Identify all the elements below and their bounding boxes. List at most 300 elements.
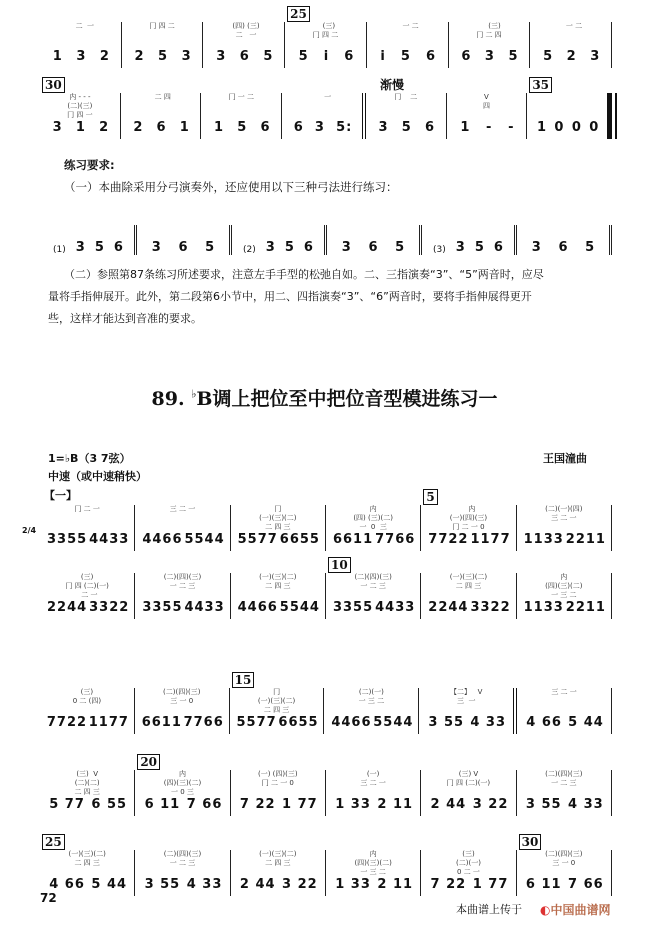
note: 2 (134, 49, 145, 64)
note: 7 66 (568, 877, 604, 892)
note: 2 44 (430, 797, 467, 812)
note: 6655 (278, 715, 319, 730)
measure-notes (523, 797, 607, 812)
note: 6611 (332, 532, 374, 547)
measure (201, 93, 282, 139)
measure (421, 850, 516, 896)
measure-notes (455, 49, 526, 64)
note: 6 (113, 240, 123, 255)
measure (40, 770, 135, 816)
fingering-annotation: (三) V (二)(二) 二 四 三 (74, 770, 100, 796)
measure (231, 850, 326, 896)
fingering-annotation: (二)(四)(三) 三 一 0 (163, 688, 201, 705)
note: i (380, 49, 386, 64)
rehearsal-mark: 30 (42, 77, 65, 93)
score-system (40, 673, 612, 734)
note: 3 (216, 49, 227, 64)
rehearsal-mark: 20 (137, 754, 160, 770)
fingering-annotation: 三 二 一 (551, 688, 577, 696)
fingering-annotation: V 四 (482, 93, 490, 110)
note: 2 (99, 120, 110, 135)
note: 5 (237, 120, 248, 135)
requirements-heading: 练习要求: (64, 158, 115, 172)
fingering-annotation: 内 (四)(三)(二) 一 三 二 (354, 850, 392, 876)
measure-notes (128, 49, 199, 64)
fingering-annotation: (二)(四)(三) 三 一 0 (545, 850, 583, 867)
note: 5 (508, 49, 519, 64)
measure-notes (46, 600, 130, 615)
requirement-2-line3: 些，这样才能达到音准的要求。 (48, 312, 202, 325)
measure (421, 490, 516, 551)
measure-notes (427, 877, 511, 892)
note: 5 44 (91, 877, 128, 892)
note: 5: (336, 120, 353, 135)
note: 7 66 (186, 797, 223, 812)
rehearsal-mark: 25 (287, 6, 310, 22)
bowing-label: (3) (433, 245, 446, 255)
note: 5544 (184, 532, 225, 547)
note: 5 (205, 240, 215, 255)
measure-notes (141, 797, 225, 812)
note: 5544 (373, 715, 414, 730)
note: 7 22 (430, 877, 467, 892)
measure-notes (453, 120, 523, 135)
upload-text: 本曲谱上传于 (456, 903, 522, 916)
measure-notes (288, 120, 358, 135)
note: 6 (293, 120, 304, 135)
note: 7766 (375, 532, 416, 547)
note: 7766 (183, 715, 224, 730)
note: 3 (75, 240, 85, 255)
score-system (40, 755, 612, 816)
note: 2211 (565, 532, 606, 547)
rehearsal-mark: 25 (42, 834, 65, 850)
measure (40, 688, 135, 734)
note: 5 (395, 240, 405, 255)
fingering-annotation: 内 - - - (二)(三) 冂 四 一 (67, 93, 93, 119)
fingering-annotation: 冂 (一)(三)(二) 二 四 三 (259, 505, 297, 531)
measure-notes (536, 49, 607, 64)
fingering-annotation: (一)(三)(二) 二 四 三 (68, 850, 106, 867)
note: 4466 (331, 715, 372, 730)
fingering-annotation: 冂 二 一 (74, 505, 100, 513)
measure-notes (427, 600, 511, 615)
note: 0 (589, 120, 600, 135)
fingering-annotation: 一 二 (395, 22, 419, 30)
fingering-annotation: 二 一 (66, 22, 95, 30)
measure-notes (237, 877, 321, 892)
bowing-example (422, 225, 517, 255)
note: 2211 (565, 600, 606, 615)
note: 3 (531, 240, 541, 255)
score-system (40, 78, 612, 139)
note: 4466 (237, 600, 278, 615)
piece-title (0, 384, 649, 411)
requirement-2-line1: （二）参照第87条练习所述要求，注意左手手型的松弛自如。二、三指演奏“3”、“5”两音时，应尽 (64, 268, 544, 281)
note: 4 66 (526, 715, 562, 730)
bowing-example (42, 225, 137, 255)
note: 3 (455, 240, 465, 255)
note: 6 (239, 49, 250, 64)
note: 3 (151, 240, 161, 255)
note: 6 55 (91, 797, 128, 812)
note: 5 77 (49, 797, 85, 812)
requirement-2-line2: 量将手指伸展开。此外，第二段第6小节中，用二、四指演奏“3”、“6”两音时，要将手指伸展得更开 (48, 290, 532, 303)
note: 1 33 (335, 797, 371, 812)
measure (231, 505, 326, 551)
bowing-label: (2) (243, 245, 256, 255)
note: 2 (99, 49, 110, 64)
note: 7722 (46, 715, 88, 730)
fingering-annotation: (一)(三)(二) 二 四 三 (449, 573, 488, 590)
key-signature: 1=♭B（3 7弦） (48, 452, 131, 465)
measure (40, 22, 122, 68)
note: 6 (156, 120, 167, 135)
measure-notes (427, 797, 511, 812)
measure (135, 573, 230, 619)
requirement-1: （一）本曲除采用分弓演奏外，还应使用以下三种弓法进行练习： (64, 180, 398, 194)
note: 5 (284, 240, 294, 255)
fingering-annotation: (三) V 冂 四 (二)(一) (446, 770, 491, 787)
note: 1 77 (282, 797, 318, 812)
note: 6 (461, 49, 472, 64)
fingering-annotation: 内 (四)(三)(二) 一 0 三 (163, 770, 202, 796)
fingering-annotation: (三) (二)(一) 0 二 一 (456, 850, 481, 876)
bowing-label: (1) (53, 245, 66, 255)
fingering-annotation: 内 (四) (三)(二) 一 0 三 (353, 505, 393, 531)
measure (527, 78, 612, 139)
measure (231, 573, 326, 619)
fingering-annotation: (一)(三)(二) 二 四 三 (259, 573, 297, 590)
measure (421, 573, 516, 619)
note: 1 (75, 120, 86, 135)
measure (366, 93, 447, 139)
note: 4 33 (186, 877, 223, 892)
measure (517, 573, 612, 619)
note: 3355 (332, 600, 374, 615)
measure (419, 688, 517, 734)
note: 6 11 (525, 877, 562, 892)
measure-notes (523, 532, 607, 547)
measure-notes (291, 49, 362, 64)
measure-notes (46, 49, 117, 64)
fingering-annotation: 内 (一)(四)(三) 冂 二 一 0 (449, 505, 488, 531)
note: 6 (558, 240, 568, 255)
measures-row (40, 673, 612, 734)
measure-notes (237, 532, 321, 547)
note: 3 (181, 49, 192, 64)
measure (135, 688, 230, 734)
measure-notes (141, 715, 225, 730)
note: 5 (400, 49, 411, 64)
measure (122, 22, 204, 68)
note: 3 55 (144, 877, 181, 892)
measure-notes (127, 120, 197, 135)
fingering-annotation: 冂 二 (394, 93, 418, 101)
bowing-example (517, 225, 612, 255)
measure (40, 573, 135, 619)
rehearsal-mark: 5 (423, 489, 437, 505)
measure-notes (372, 120, 442, 135)
note: 3 (314, 120, 325, 135)
measure-notes (332, 797, 416, 812)
rehearsal-mark: 15 (232, 672, 255, 688)
measure-notes (523, 715, 607, 730)
note: 4 33 (470, 715, 506, 730)
fingering-annotation: 三 二 一 (169, 505, 196, 513)
note: 1133 (523, 532, 564, 547)
note: 3355 (46, 532, 88, 547)
note: 1177 (88, 715, 129, 730)
measure-notes (373, 49, 444, 64)
note: 2244 (428, 600, 469, 615)
note: 6 (426, 49, 437, 64)
note: 4433 (184, 600, 225, 615)
note: 1 33 (335, 877, 371, 892)
note: 7 22 (239, 797, 276, 812)
measure (517, 688, 612, 734)
bowing-example (232, 225, 327, 255)
note: - (508, 120, 515, 135)
note: 6 (260, 120, 271, 135)
measures-row (40, 755, 612, 816)
note: 5 (585, 240, 595, 255)
measure-notes (46, 797, 130, 812)
note: 5544 (279, 600, 320, 615)
note: 1 (214, 120, 225, 135)
note: 5 (543, 49, 554, 64)
measure-notes (207, 120, 277, 135)
measure (517, 770, 612, 816)
fingering-annotation: 二 四 (150, 93, 171, 101)
measure-notes (209, 49, 280, 64)
note: 4433 (375, 600, 416, 615)
note: 6 (368, 240, 378, 255)
measure (135, 755, 230, 816)
fingering-annotation: 内 (四)(三)(二) 一 三 二 (545, 573, 583, 599)
measure (324, 688, 419, 734)
note: 2244 (46, 600, 88, 615)
measure (447, 93, 528, 139)
measure-notes (425, 715, 509, 730)
rehearsal-mark: 35 (529, 77, 552, 93)
note: 5 (263, 49, 274, 64)
logo-icon: ◐ (540, 903, 551, 917)
measure-notes (332, 877, 416, 892)
fingering-annotation: (一) 三 二 一 (360, 770, 386, 787)
measure-notes (427, 532, 511, 547)
measure (326, 505, 421, 551)
fingering-annotation: (二)(四)(三) 一 二 三 (354, 573, 392, 590)
note: 4 33 (568, 797, 604, 812)
score-system (40, 558, 612, 619)
measure-notes (46, 877, 130, 892)
note: 4466 (142, 532, 183, 547)
note: 6 (344, 49, 355, 64)
fingering-annotation: (二)(四)(三) 一 二 三 (163, 573, 202, 590)
measure (40, 78, 121, 139)
note: 0 (571, 120, 582, 135)
fingering-annotation: (三) 0 二 (四) (72, 688, 102, 705)
measure (367, 22, 449, 68)
note: 5 (94, 240, 104, 255)
measure (40, 505, 135, 551)
fingering-annotation: (一)(三)(二) 二 四 三 (259, 850, 297, 867)
note: 2 11 (377, 877, 414, 892)
measure-notes (523, 600, 607, 615)
fingering-annotation: (二)(四)(三) 一 二 三 (545, 770, 583, 787)
score-system (40, 835, 612, 896)
note: 4433 (89, 532, 130, 547)
measure (530, 22, 612, 68)
bowing-example (327, 225, 422, 255)
measures-row (40, 835, 612, 896)
note: 6 (493, 240, 503, 255)
measure-notes (141, 600, 225, 615)
note: 3 (76, 49, 87, 64)
note: 3 (484, 49, 495, 64)
note: 6 (303, 240, 313, 255)
measure (326, 850, 421, 896)
fingering-annotation: 冂 (一)(三)(二) 二 四 三 (257, 688, 296, 714)
measure-notes (237, 797, 321, 812)
rehearsal-mark: 10 (328, 557, 351, 573)
site-logo-text: 中国曲谱网 (550, 903, 611, 917)
fingering-annotation: 【二】 V 三 一 (449, 688, 483, 705)
section-1-label: 【一】 (44, 489, 77, 502)
measure-notes (141, 877, 225, 892)
note: 2 (133, 120, 144, 135)
fingering-annotation: (三) 冂 四 二 (312, 22, 339, 39)
fingering-annotation: (四) (三) 二 一 (232, 22, 260, 39)
note: 3 22 (472, 797, 509, 812)
note: 3 55 (428, 715, 465, 730)
note: 3 (265, 240, 275, 255)
fingering-annotation: (三) 冂 二 四 (476, 22, 502, 39)
measure-notes (533, 120, 603, 135)
note: 5 (401, 120, 412, 135)
note: 1 77 (472, 877, 509, 892)
note: 2 (566, 49, 577, 64)
score-system (40, 7, 612, 68)
measure (203, 22, 285, 68)
fingering-annotation: 一 二 (559, 22, 583, 30)
note: 5577 (236, 715, 277, 730)
note: 1 (537, 120, 548, 135)
measure (135, 505, 230, 551)
note: 3 (378, 120, 389, 135)
measure (135, 850, 230, 896)
measures-row (40, 558, 612, 619)
note: 7722 (428, 532, 469, 547)
fingering-annotation: (三) 冂 四 (二)(一) 二 一 (65, 573, 109, 599)
note: 0 (554, 120, 565, 135)
flat-sign: ♭ (191, 387, 197, 401)
bowing-examples (42, 225, 612, 255)
score-system (40, 490, 612, 551)
note: 6655 (279, 532, 320, 547)
note: 5577 (237, 532, 278, 547)
measure-notes (46, 715, 130, 730)
measure-notes (236, 715, 320, 730)
piece-title-text: B调上把位至中把位音型模进练习一 (196, 388, 498, 410)
measure-notes (523, 877, 607, 892)
note: 3 (52, 120, 63, 135)
fingering-annotation: (二)(一) 一 三 二 (358, 688, 385, 705)
note: 1177 (470, 532, 511, 547)
fingering-annotation: (二)(四)(三) 一 二 三 (163, 850, 202, 867)
tempo-change: 渐慢 (380, 78, 405, 92)
measure (517, 835, 612, 896)
measure-notes (332, 600, 416, 615)
site-logo (540, 900, 611, 920)
page-number: 72 (40, 891, 57, 905)
note: 5 (298, 49, 309, 64)
fingering-annotation: (一) (四)(三) 冂 二 一 0 (258, 770, 298, 787)
note: 2 44 (239, 877, 276, 892)
measure (517, 505, 612, 551)
note: 5 (474, 240, 484, 255)
note: 3 (590, 49, 601, 64)
note: 4 66 (49, 877, 85, 892)
note: 3355 (142, 600, 183, 615)
note: 6 (424, 120, 435, 135)
note: 6611 (141, 715, 182, 730)
measure (326, 558, 421, 619)
note: 5 44 (568, 715, 604, 730)
measure (121, 93, 202, 139)
fingering-annotation: 一 (312, 93, 332, 101)
measure (326, 770, 421, 816)
bowing-example (137, 225, 232, 255)
note: 5 (158, 49, 169, 64)
measure (285, 7, 367, 68)
measure (421, 770, 516, 816)
note: 3322 (470, 600, 511, 615)
measure (282, 93, 366, 139)
fingering-annotation: 冂 四 二 (149, 22, 175, 30)
fingering-annotation: 冂 一 二 (228, 93, 255, 101)
measure-notes (141, 532, 225, 547)
note: 2 11 (377, 797, 414, 812)
fingering-annotation: (二)(一)(四) 三 二 一 (545, 505, 583, 522)
measures-row (40, 7, 612, 68)
rehearsal-mark: 30 (519, 834, 542, 850)
piece-number: 89. (151, 388, 185, 410)
note: 3 55 (525, 797, 562, 812)
tempo-marking: 中速（或中速稍快） (48, 470, 147, 483)
note: 1 (179, 120, 190, 135)
measure (449, 22, 531, 68)
time-signature: 2/4 (22, 526, 37, 535)
note: 1133 (523, 600, 564, 615)
note: 6 11 (144, 797, 181, 812)
measures-row (40, 490, 612, 551)
measure-notes (237, 600, 321, 615)
measure-notes (46, 532, 130, 547)
note: 1 (460, 120, 471, 135)
measure (231, 770, 326, 816)
measure-notes (332, 532, 416, 547)
measure-notes (330, 715, 414, 730)
measure (230, 673, 325, 734)
note: 1 (52, 49, 63, 64)
composer: 王国潼曲 (543, 452, 587, 465)
note: 6 (178, 240, 188, 255)
note: - (486, 120, 493, 135)
measure-notes (46, 120, 116, 135)
note: 3322 (89, 600, 130, 615)
